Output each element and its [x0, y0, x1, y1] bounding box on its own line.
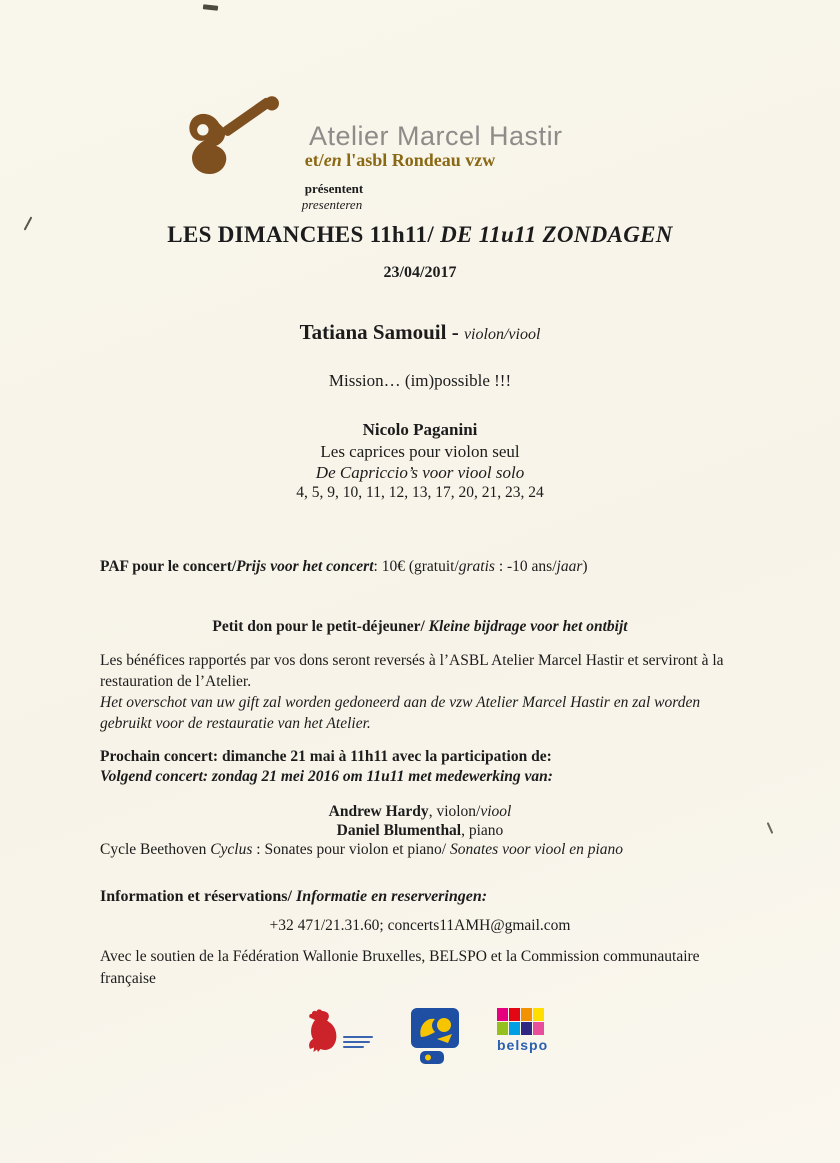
artist-separator: - [446, 320, 464, 344]
cycle-line [100, 841, 623, 859]
donation-body-nl: Het overschot van uw gift zal worden gedoneerd aan de vzw Atelier Marcel Hastir en zal worden gebruikt voor de restauratie van het Atelier. [100, 694, 701, 732]
performer-2-name: Daniel Blumenthal [336, 822, 462, 839]
cycle-fr: Cycle Beethoven [100, 841, 211, 858]
donation-heading [0, 618, 840, 636]
donation-heading-nl: Kleine bijdrage voor het ontbijt [428, 618, 628, 635]
concert-date: 23/04/2017 [383, 264, 457, 281]
contact-line: +32 471/21.31.60; concerts11AMH@gmail.com [269, 917, 571, 934]
support-credit: Avec le soutien de la Fédération Wallonie Bruxelles, BELSPO et la Commission communautaire française [100, 948, 700, 987]
series-title-nl: DE 11u11 ZONDAGEN [440, 222, 673, 247]
cycle-works-nl: Sonates voor viool en piano [450, 841, 624, 858]
cycle-nl: Cyclus [210, 841, 253, 858]
donation-heading-fr: Petit don pour le petit-déjeuner/ [212, 618, 429, 635]
price-label-fr: PAF pour le concert/ [100, 558, 237, 575]
performer-1-instrument-nl: viool [480, 803, 512, 820]
composer-name: Nicolo Paganini [362, 420, 478, 439]
price-age: : -10 ans/ [494, 558, 557, 575]
sponsor-logos [305, 1008, 548, 1066]
rooster-caption-lines [343, 1036, 373, 1052]
info-label-fr: Information et réservations/ [100, 888, 296, 905]
present-word-nl: presenteren [301, 197, 363, 212]
work-title-fr: Les caprices pour violon seul [320, 442, 520, 461]
next-concert-line-nl: Volgend concert: zondag 21 mei 2016 om 11u11 met medewerking van: [100, 768, 553, 785]
artist-instrument: violon/viool [463, 326, 541, 343]
work-title-nl: De Capriccio’s voor viool solo [315, 463, 525, 482]
next-performer-2 [0, 822, 840, 840]
series-title-fr: LES DIMANCHES 11h11/ [167, 222, 441, 247]
next-concert-line-fr: Prochain concert: dimanche 21 mai à 11h11 avec la participation de: [100, 748, 552, 765]
scan-artifact [203, 4, 218, 11]
program-subtitle: Mission… (im)possible !!! [328, 371, 512, 390]
presenter-line [0, 150, 800, 171]
caprice-numbers: 4, 5, 9, 10, 11, 12, 13, 17, 20, 21, 23, 24 [296, 484, 544, 501]
info-label [100, 888, 487, 906]
organization-name: Atelier Marcel Hastir [309, 120, 563, 151]
next-performer-1 [0, 803, 840, 821]
cycle-works-fr: : Sonates pour violon et piano/ [252, 841, 450, 858]
price-value: : 10€ (gratuit/ [373, 558, 459, 575]
belspo-color-grid-icon [497, 1008, 544, 1035]
price-close-paren: ) [582, 558, 588, 575]
presenter-line-org: l'asbl Rondeau vzw [341, 150, 496, 170]
performer-1-instrument: , violon/ [428, 803, 481, 820]
vgc-icon [407, 1008, 463, 1066]
performer-2-instrument: , piano [461, 822, 504, 839]
presenter-line-nl: en [323, 150, 342, 170]
series-title [0, 222, 840, 248]
rooster-icon [305, 1008, 339, 1052]
price-free-nl: gratis [458, 558, 495, 575]
artist-line [0, 320, 840, 345]
belspo-logo [497, 1008, 548, 1053]
presenter-line-fr: et/ [304, 150, 324, 170]
federation-wallonie-bruxelles-logo [305, 1008, 373, 1052]
price-line [100, 558, 588, 576]
performer-1-name: Andrew Hardy [328, 803, 429, 820]
price-age-nl: jaar [556, 558, 583, 575]
present-word-fr: présentent [304, 181, 364, 196]
donation-body [100, 650, 752, 734]
belspo-wordmark: belspo [497, 1037, 549, 1053]
price-label-nl: Prijs voor het concert [236, 558, 374, 575]
donation-body-fr: Les bénéfices rapportés par vos dons seront reversés à l’ASBL Atelier Marcel Hastir et serviront à la restauration de l’Atelier. [100, 652, 724, 690]
info-label-nl: Informatie en reserveringen: [295, 888, 488, 905]
flemish-community-commission-logo [407, 1008, 463, 1066]
artist-name: Tatiana Samouil [299, 320, 447, 344]
